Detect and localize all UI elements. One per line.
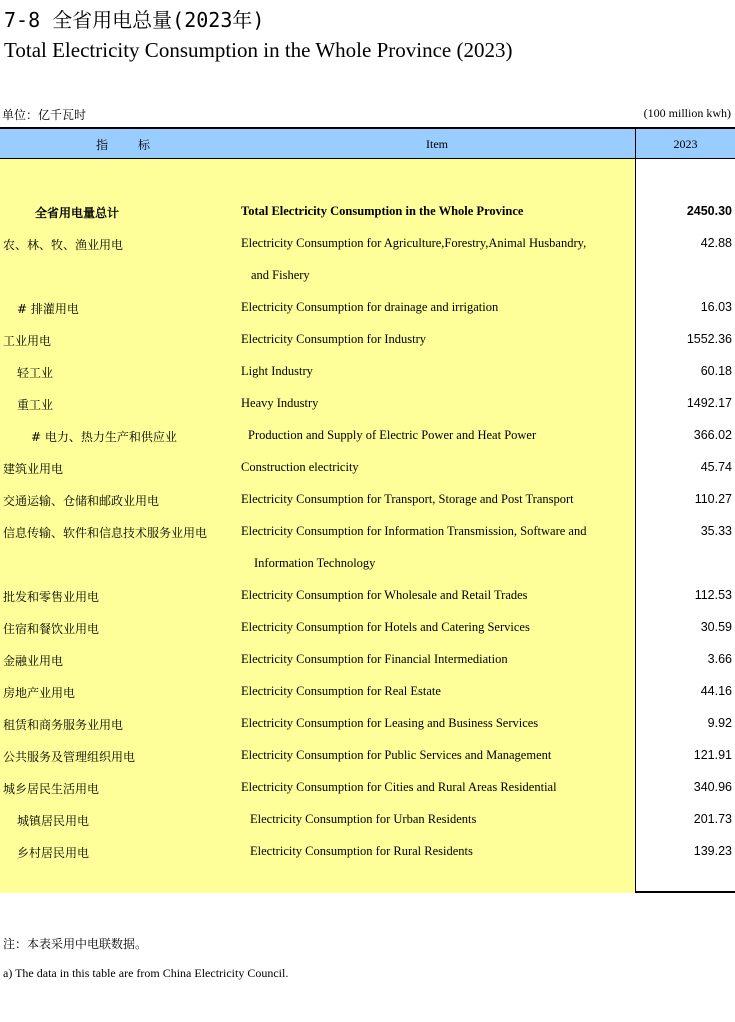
table-row: 建筑业用电 Construction electricity 45.74	[3, 460, 732, 476]
table-row: # 电力、热力生产和供应业 Production and Supply of Electric Power and Heat Power 366.02	[31, 428, 732, 444]
table-row: 租赁和商务服务业用电 Electricity Consumption for Leasing and Business Services 9.92	[3, 716, 732, 732]
table-row: 轻工业 Light Industry 60.18	[17, 364, 732, 380]
page-title-cn: 7-8 全省用电总量(2023年)	[4, 8, 265, 32]
table-header	[0, 129, 735, 159]
header-item-en: Item	[426, 137, 448, 151]
table-row: 交通运输、仓储和邮政业用电 Electricity Consumption for Transport, Storage and Post Transport 110.27	[3, 492, 732, 508]
footnote-cn: 注：本表采用中电联数据。	[3, 937, 148, 951]
table-row: 信息传输、软件和信息技术服务业用电 Electricity Consumption for Information Transmission, Software and Information Technology 35.33	[3, 524, 732, 570]
header-item-cn: 指 标	[96, 138, 151, 152]
table-row: 城镇居民用电 Electricity Consumption for Urban Residents 201.73	[17, 812, 732, 828]
table-row: 全省用电量总计 Total Electricity Consumption in the Whole Province 2450.30	[35, 204, 732, 220]
table-row: # 排灌用电 Electricity Consumption for drainage and irrigation 16.03	[17, 300, 732, 316]
table-row: 工业用电 Electricity Consumption for Industry 1552.36	[3, 332, 732, 348]
unit-label-en: (100 million kwh)	[643, 106, 731, 120]
table-row: 房地产业用电 Electricity Consumption for Real Estate 44.16	[3, 684, 732, 700]
unit-label-cn: 单位：亿千瓦时	[2, 108, 87, 122]
table-row: 金融业用电 Electricity Consumption for Financial Intermediation 3.66	[3, 652, 732, 668]
table-row: 公共服务及管理组织用电 Electricity Consumption for Public Services and Management 121.91	[3, 748, 732, 764]
table-row: 批发和零售业用电 Electricity Consumption for Wholesale and Retail Trades 112.53	[3, 588, 732, 604]
table-row: 住宿和餐饮业用电 Electricity Consumption for Hotels and Catering Services 30.59	[3, 620, 732, 636]
page-title-en: Total Electricity Consumption in the Whole Province (2023)	[4, 38, 513, 62]
table-row: 重工业 Heavy Industry 1492.17	[17, 396, 732, 412]
table-row: 乡村居民用电 Electricity Consumption for Rural Residents 139.23	[17, 844, 732, 860]
table-row: 农、林、牧、渔业用电 Electricity Consumption for Agriculture,Forestry,Animal Husbandry, and Fishery 42.88	[3, 236, 732, 282]
footnote-en: a) The data in this table are from China Electricity Council.	[3, 966, 289, 980]
data-table	[0, 127, 735, 893]
table-row: 城乡居民生活用电 Electricity Consumption for Cities and Rural Areas Residential 340.96	[3, 780, 732, 796]
header-year: 2023	[673, 137, 698, 151]
